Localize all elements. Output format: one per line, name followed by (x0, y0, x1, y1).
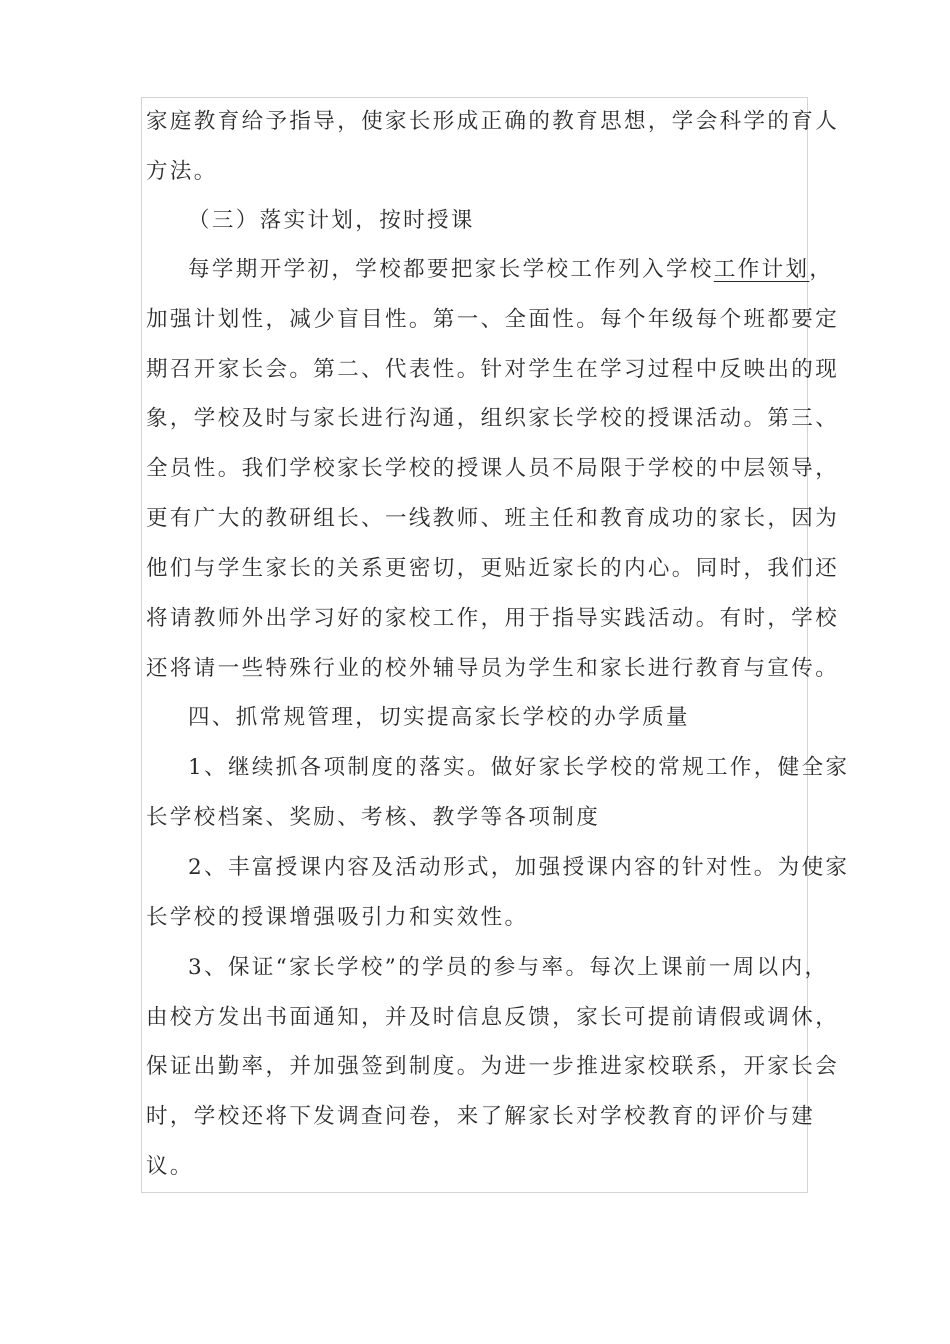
text-line: 加强计划性，减少盲目性。第一、全面性。每个年级每个班都要定 (146, 307, 840, 332)
work-plan-link[interactable]: 工作计划 (713, 257, 810, 282)
section-heading: 四、抓常规管理，切实提高家长学校的办学质量 (188, 705, 690, 730)
text-line: 保证出勤率，并加强签到制度。为进一步推进家校联系，开家长会 (146, 1054, 840, 1079)
paragraph-first-line (188, 255, 833, 285)
text-line: 更有广大的教研组长、一线教师、班主任和教育成功的家长，因为 (146, 506, 840, 531)
text-line: 长学校的授课增强吸引力和实效性。 (146, 905, 529, 930)
section-heading: （三）落实计划，按时授课 (188, 208, 475, 233)
text-line: 全员性。我们学校家长学校的授课人员不局限于学校的中层领导， (146, 456, 840, 481)
text-span: ， (809, 257, 834, 282)
text-span: 每学期开学初，学校都要把家长学校工作列入学校 (188, 257, 714, 282)
text-line: 由校方发出书面通知，并及时信息反馈，家长可提前请假或调休， (146, 1005, 840, 1030)
text-line: 议。 (146, 1154, 194, 1179)
text-line: 还将请一些特殊行业的校外辅导员为学生和家长进行教育与宣传。 (146, 656, 840, 681)
text-line: 他们与学生家长的关系更密切，更贴近家长的内心。同时，我们还 (146, 556, 840, 581)
text-line: 长学校档案、奖励、考核、教学等各项制度 (146, 805, 601, 830)
list-item: 2、丰富授课内容及活动形式，加强授课内容的针对性。为使家 (188, 855, 850, 880)
list-item: 1、继续抓各项制度的落实。做好家长学校的常规工作，健全家 (188, 755, 850, 780)
text-line: 将请教师外出学习好的家校工作，用于指导实践活动。有时，学校 (146, 606, 840, 631)
text-line: 家庭教育给予指导，使家长形成正确的教育思想，学会科学的育人 (146, 109, 840, 134)
list-item: 3、保证“家长学校”的学员的参与率。每次上课前一周以内， (188, 955, 829, 980)
text-line: 期召开家长会。第二、代表性。针对学生在学习过程中反映出的现 (146, 357, 840, 382)
text-line: 方法。 (146, 159, 218, 184)
text-line: 时，学校还将下发调查问卷，来了解家长对学校教育的评价与建 (146, 1104, 816, 1129)
text-line: 象，学校及时与家长进行沟通，组织家长学校的授课活动。第三、 (146, 406, 840, 431)
